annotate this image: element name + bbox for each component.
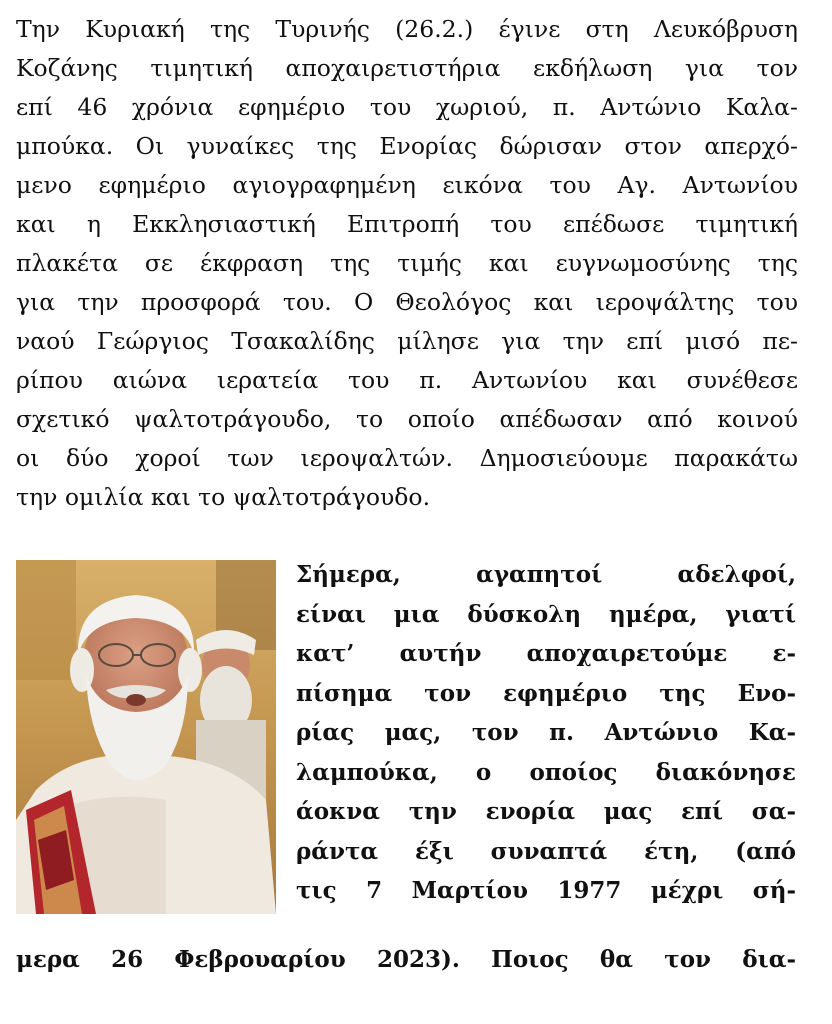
intro-line: μενο εφημέριο αγιογραφημένη εικόνα του Αγ. Αντωνίου bbox=[16, 171, 798, 199]
intro-line: και η Εκκλησιαστική Επιτροπή του επέδωσε τιμητική bbox=[16, 210, 798, 238]
intro-line: επί 46 χρόνια εφημέριο του χωριού, π. Αντώνιο Καλα- bbox=[16, 93, 798, 121]
speech-line: Σήμερα, αγαπητοί αδελφοί, bbox=[296, 561, 796, 588]
intro-line: πλακέτα σε έκφραση της τιμής και ευγνωμοσύνης της bbox=[16, 249, 798, 277]
intro-paragraph bbox=[16, 10, 798, 517]
intro-line: Την Κυριακή της Τυρινής (26.2.) έγινε στη Λευκόβρυση bbox=[16, 15, 798, 43]
intro-line: την ομιλία και το ψαλτοτράγουδο. bbox=[16, 483, 431, 511]
speech-text-full-width bbox=[16, 940, 796, 980]
speech-text-beside-photo bbox=[296, 555, 796, 911]
priest-portrait-image bbox=[16, 560, 276, 914]
intro-line: σχετικό ψαλτοτράγουδο, το οποίο απέδωσαν από κοινού bbox=[16, 405, 798, 433]
speech-line: κατ’ αυτήν αποχαιρετούμε ε- bbox=[296, 640, 796, 667]
speech-line: ρίας μας, τον π. Αντώνιο Κα- bbox=[296, 719, 796, 746]
speech-line: λαμπούκα, ο οποίος διακόνησε bbox=[296, 758, 796, 786]
intro-line: ρίπου αιώνα ιερατεία του π. Αντωνίου και συνέθεσε bbox=[16, 366, 798, 394]
speech-line: πίσημα τον εφημέριο της Ενο- bbox=[296, 679, 796, 707]
intro-line: μπούκα. Οι γυναίκες της Ενορίας δώρισαν στον απερχό- bbox=[16, 132, 798, 160]
intro-line: ναού Γεώργιος Τσακαλίδης μίλησε για την επί μισό πε- bbox=[16, 327, 798, 355]
speech-line: ράντα έξι συναπτά έτη, (από bbox=[296, 837, 796, 865]
intro-line: οι δύο χοροί των ιεροψαλτών. Δημοσιεύουμε παρακάτω bbox=[16, 444, 798, 472]
speech-line: άοκνα την ενορία μας επί σα- bbox=[296, 798, 796, 825]
priest-photo bbox=[16, 560, 276, 914]
intro-line: Κοζάνης τιμητική αποχαιρετιστήρια εκδήλωση για τον bbox=[16, 54, 798, 82]
speech-line: μερα 26 Φεβρουαρίου 2023). Ποιος θα τον δια- bbox=[16, 946, 796, 973]
speech-line: τις 7 Μαρτίου 1977 μέχρι σή- bbox=[296, 877, 796, 904]
speech-line: είναι μια δύσκολη ημέρα, γιατί bbox=[296, 600, 796, 628]
intro-line: για την προσφορά του. Ο Θεολόγος και ιεροψάλτης του bbox=[16, 288, 798, 316]
